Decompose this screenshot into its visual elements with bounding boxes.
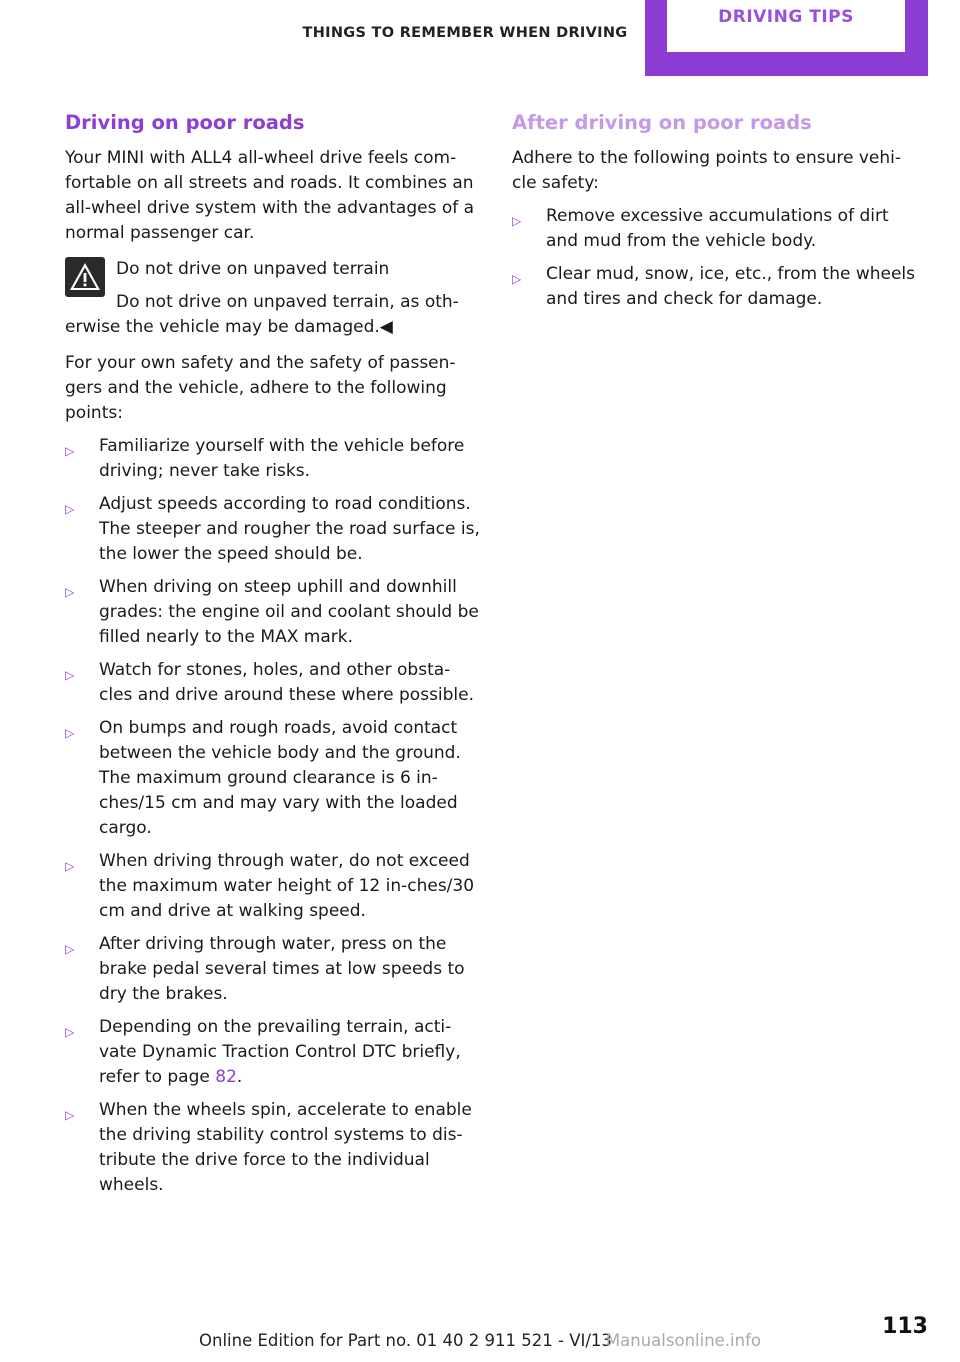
bullet-triangle-icon: ▷ <box>65 668 75 682</box>
after-driving-bullet-list <box>512 203 924 319</box>
footer-edition-text: Online Edition for Part no. 01 40 2 911 521 - VI/13 <box>199 1331 612 1350</box>
list-item: ▷ After driving through water, press on the brake pedal several times at low speeds to dry the brakes. <box>65 934 465 1004</box>
bullet-triangle-icon: ▷ <box>65 726 75 740</box>
header-section-title: THINGS TO REMEMBER WHEN DRIVING <box>302 25 628 41</box>
list-item: ▷ When the wheels spin, accelerate to enable the driving stability control systems to dis-tribute the drive force to the individual wheels. <box>65 1100 472 1195</box>
warning-text-line-1: Do not drive on unpaved terrain, as oth- <box>116 292 459 312</box>
warning-triangle-icon <box>65 257 105 297</box>
page-reference-link[interactable]: 82 <box>215 1067 237 1087</box>
list-item: ▷ On bumps and rough roads, avoid contact between the vehicle body and the ground. The maximum ground clearance is 6 in-ches/15 cm and may vary with the loaded cargo. <box>65 718 461 838</box>
bullet-triangle-icon: ▷ <box>65 585 75 599</box>
footer-watermark: Manualsonline.info <box>605 1331 761 1350</box>
bullet-triangle-icon: ▷ <box>65 1108 75 1122</box>
heading-driving-poor-roads: Driving on poor roads <box>65 111 305 134</box>
intro-paragraph: Your MINI with ALL4 all-wheel drive feels com-fortable on all streets and roads. It combines an all-wheel drive system with the advantages of a normal passenger car. <box>65 148 475 243</box>
left-column <box>65 108 480 1205</box>
heading-after-driving-poor-roads: After driving on poor roads <box>512 111 812 134</box>
list-item: ▷ Clear mud, snow, ice, etc., from the wheels and tires and check for damage. <box>512 264 916 309</box>
safety-bullet-list <box>65 433 480 1205</box>
bullet-triangle-icon: ▷ <box>65 502 75 516</box>
list-item: ▷ Remove excessive accumulations of dirt and mud from the vehicle body. <box>512 206 889 251</box>
list-item: ▷ When driving through water, do not exceed the maximum water height of 12 in-ches/30 cm and drive at walking speed. <box>65 851 475 921</box>
bullet-triangle-icon: ▷ <box>512 272 522 286</box>
footer <box>0 1331 960 1350</box>
page-number: 113 <box>882 1314 928 1339</box>
bullet-triangle-icon: ▷ <box>65 1025 75 1039</box>
right-column <box>512 108 924 319</box>
list-item: ▷ Watch for stones, holes, and other obsta-cles and drive around these where possible. <box>65 660 475 705</box>
warning-box <box>65 257 480 340</box>
chapter-tab-label: DRIVING TIPS <box>667 0 905 52</box>
warning-text-line-2: erwise the vehicle may be damaged.◀ <box>65 317 393 337</box>
bullet-triangle-icon: ▷ <box>65 444 75 458</box>
header-chapter-tab <box>645 0 928 76</box>
list-item: ▷ Adjust speeds according to road conditions. The steeper and rougher the road surface is, the lower the speed should be. <box>65 494 480 564</box>
list-item: ▷ Familiarize yourself with the vehicle before driving; never take risks. <box>65 436 465 481</box>
bullet-triangle-icon: ▷ <box>65 942 75 956</box>
list-item: ▷ When driving on steep uphill and downhill grades: the engine oil and coolant should be filled nearly to the MAX mark. <box>65 577 479 647</box>
safety-lead-paragraph: For your own safety and the safety of passen-gers and the vehicle, adhere to the following points: <box>65 353 456 423</box>
bullet-triangle-icon: ▷ <box>65 859 75 873</box>
bullet-triangle-icon: ▷ <box>512 214 522 228</box>
intro-paragraph: Adhere to the following points to ensure vehi-cle safety: <box>512 148 902 193</box>
list-item: ▷ Depending on the prevailing terrain, acti-vate Dynamic Traction Control DTC briefly, refer to page 82. <box>65 1017 461 1087</box>
warning-title: Do not drive on unpaved terrain <box>116 259 390 279</box>
